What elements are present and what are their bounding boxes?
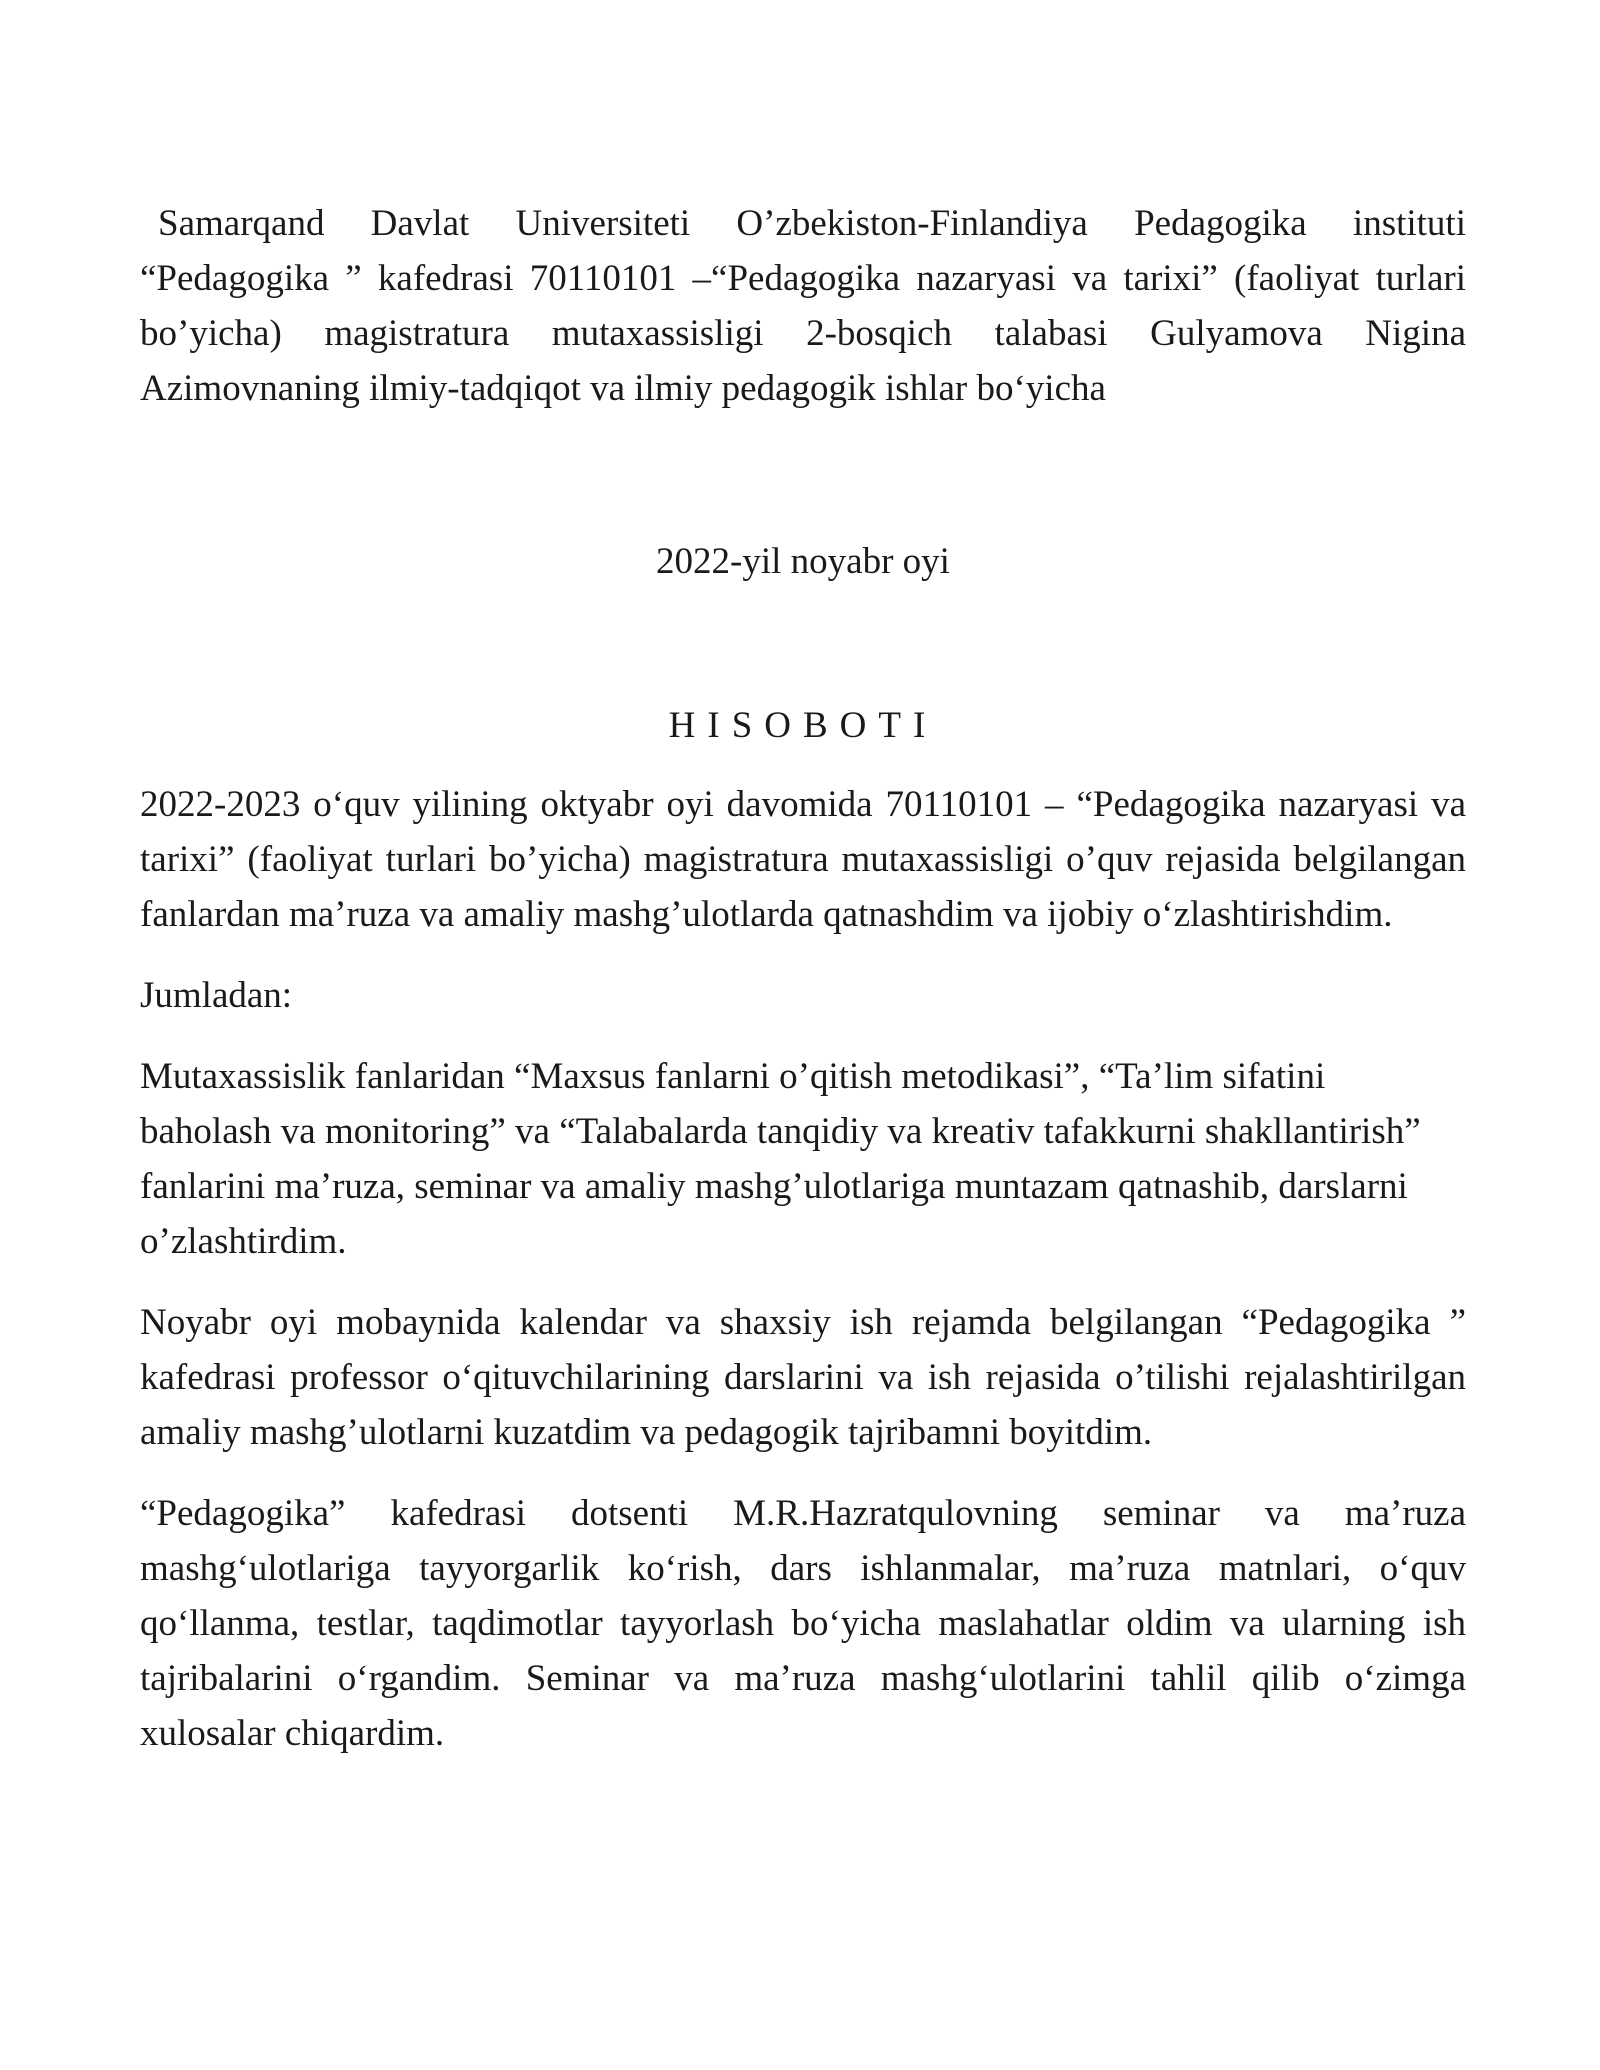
body-paragraph-2: Jumladan: bbox=[140, 975, 293, 1016]
document-body bbox=[140, 196, 1466, 1761]
body-paragraph-1: 2022-2023 oʻquv yilining oktyabr oyi davomida 70110101 – “Pedagogika nazaryasi va tarixi” (faoliyat turlari bo’yicha) magistratura mutaxassisligi o’quv rejasida belgilangan fanlardan ma’ruza va amaliy mashg’ulotlarda qatnashdim va ijobiy oʻzlashtirishdim. bbox=[140, 784, 1466, 935]
report-date: 2022-yil noyabr oyi bbox=[656, 541, 950, 582]
report-title: HISOBOTI bbox=[668, 705, 938, 746]
body-paragraph-4: Noyabr oyi mobaynida kalendar va shaxsiy ish rejamda belgilangan “Pedagogika ” kafedrasi professor oʻqituvchilarining darslarini va ish rejasida o’tilishi rejalashtirilgan amaliy mashg’ulotlarni kuzatdim va pedagogik tajribamni boyitdim. bbox=[140, 1302, 1466, 1453]
body-paragraph-3: Mutaxassislik fanlaridan “Maxsus fanlarni o’qitish metodikasi”, “Ta’lim sifatini baholash va monitoring” va “Talabalarda tanqidiy va kreativ tafakkurni shakllantirish” fanlarini ma’ruza, seminar va amaliy mashg’ulotlariga muntazam qatnashib, darslarni o’zlashtirdim. bbox=[140, 1056, 1421, 1262]
body-paragraph-5: “Pedagogika” kafedrasi dotsenti M.R.Hazratqulovning seminar va ma’ruza mashgʻulotlariga tayyorgarlik koʻrish, dars ishlanmalar, ma’ruza matnlari, oʻquv qoʻllanma, testlar, taqdimotlar tayyorlash boʻyicha maslahatlar oldim va ularning ish tajribalarini oʻrgandim. Seminar va ma’ruza mashgʻulotlarini tahlil qilib oʻzimga xulosalar chiqardim. bbox=[140, 1493, 1466, 1754]
header-paragraph: Samarqand Davlat Universiteti O’zbekiston-Finlandiya Pedagogika instituti “Pedagogika ” kafedrasi 70110101 –“Pedagogika nazaryasi va tarixi” (faoliyat turlari bo’yicha) magistratura mutaxassisligi 2-bosqich talabasi Gulyamova Nigina Azimovnaning ilmiy-tadqiqot va ilmiy pedagogik ishlar boʻyicha bbox=[140, 203, 1466, 409]
